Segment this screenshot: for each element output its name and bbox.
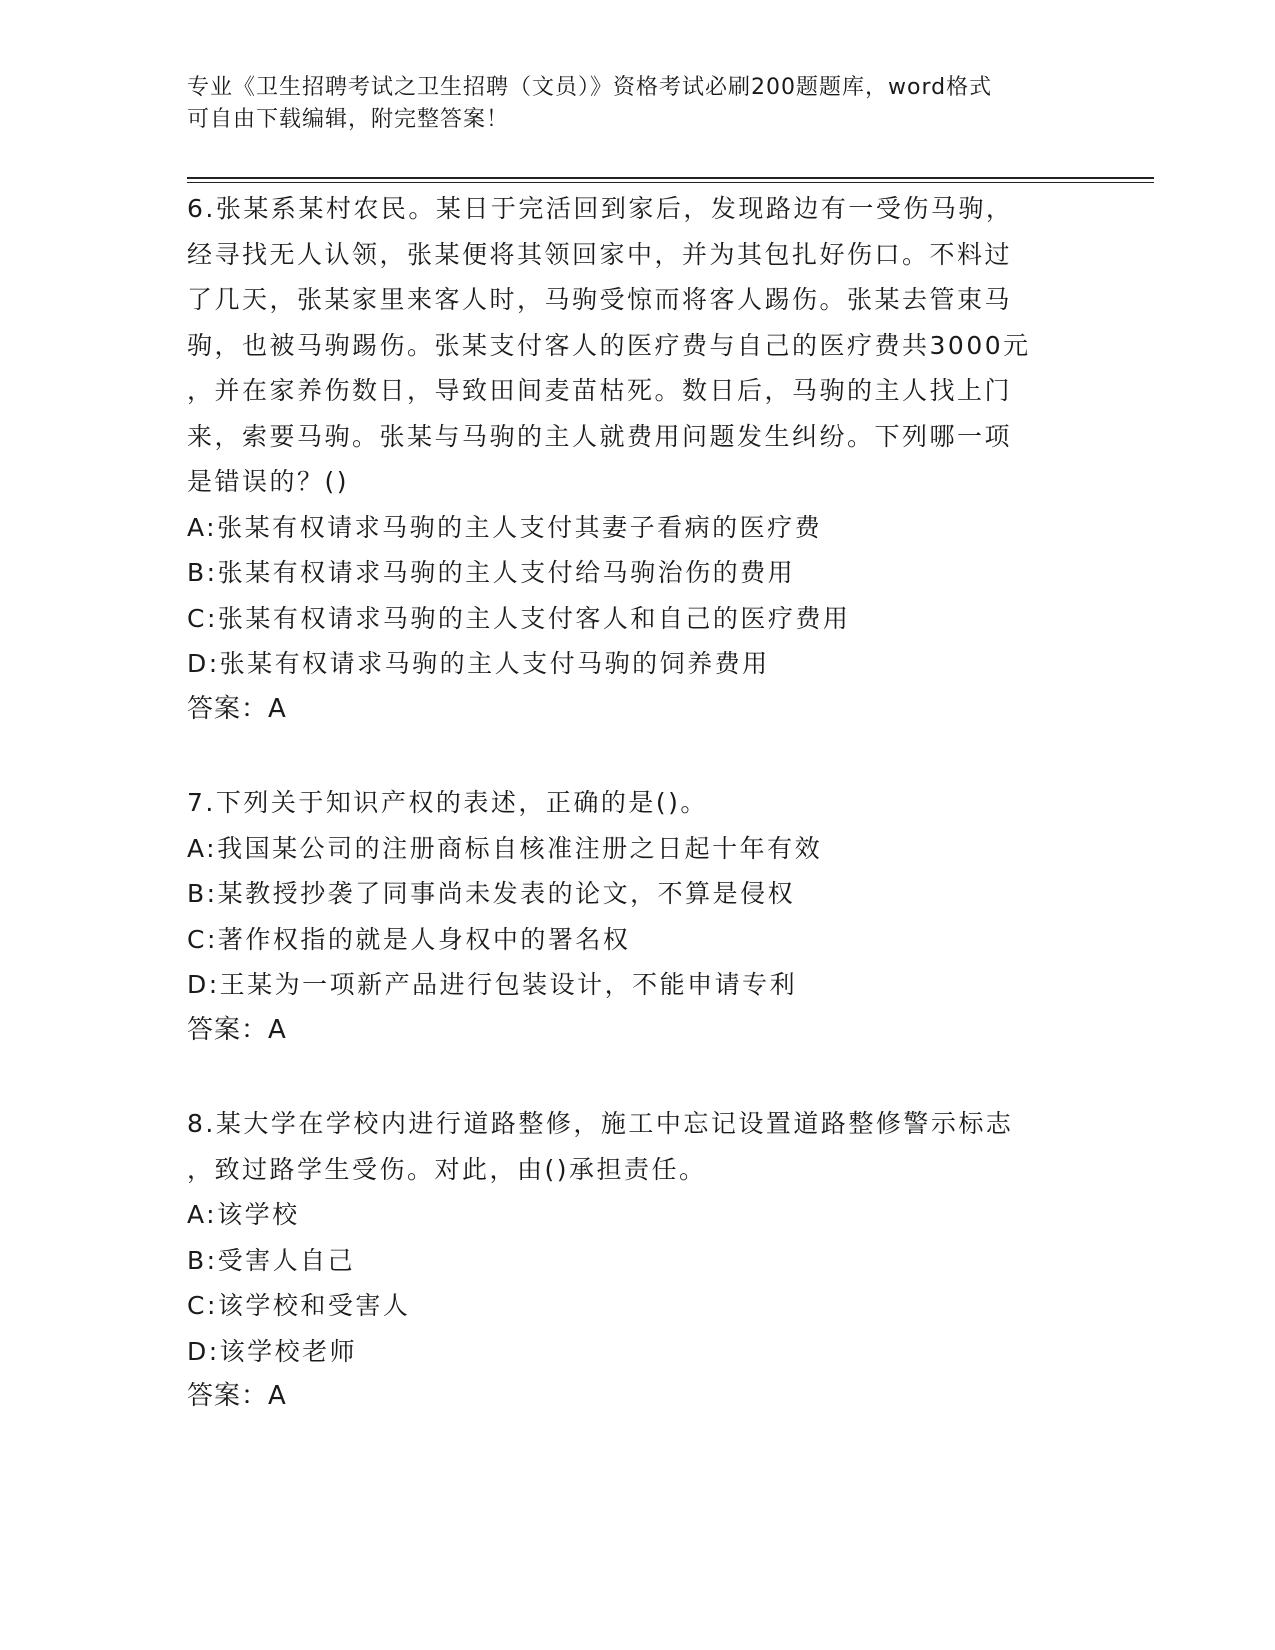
- question-stem-line: 6.张某系某村农民。某日于完活回到家后，发现路边有一受伤马驹，: [187, 194, 1014, 223]
- header-line: 专业《卫生招聘考试之卫生招聘（文员）》资格考试必刷200题题库，word格式: [187, 75, 993, 100]
- question-7: [187, 780, 1087, 1053]
- question-stem-line: 7.下列关于知识产权的表述，正确的是()。: [187, 788, 708, 817]
- question-stem-line: 了几天，张某家里来客人时，马驹受惊而将客人踢伤。张某去管束马: [187, 285, 1013, 314]
- question-stem-line: 经寻找无人认领，张某便将其领回家中，并为其包扎好伤口。不料过: [187, 239, 1013, 269]
- option-d: D:张某有权请求马驹的主人支付马驹的饲养费用: [187, 649, 770, 678]
- option-d: D:该学校老师: [187, 1336, 358, 1366]
- question-8: [187, 1101, 1087, 1420]
- question-stem-line: 是错误的？(): [187, 467, 350, 496]
- question-6: [187, 186, 1087, 732]
- option-c: C:著作权指的就是人身权中的署名权: [187, 924, 631, 954]
- question-stem-line: ，致过路学生受伤。对此，由()承担责任。: [187, 1154, 707, 1184]
- option-b: B:受害人自己: [187, 1245, 356, 1275]
- document-header: [187, 72, 1067, 136]
- answer-line: 答案：A: [187, 1381, 287, 1411]
- header-divider: [187, 177, 1154, 183]
- option-a: A:张某有权请求马驹的主人支付其妻子看病的医疗费: [187, 512, 823, 542]
- option-a: A:我国某公司的注册商标自核准注册之日起十年有效: [187, 833, 823, 863]
- option-d: D:王某为一项新产品进行包装设计，不能申请专利: [187, 970, 798, 999]
- option-b: B:张某有权请求马驹的主人支付给马驹治伤的费用: [187, 558, 796, 587]
- question-list: [187, 186, 1087, 1468]
- option-a: A:该学校: [187, 1200, 300, 1229]
- question-stem-line: 驹，也被马驹踢伤。张某支付客人的医疗费与自己的医疗费共3000元: [187, 330, 1031, 360]
- question-stem-line: 来，索要马驹。张某与马驹的主人就费用问题发生纠纷。下列哪一项: [187, 421, 1013, 451]
- answer-line: 答案：A: [187, 1014, 287, 1045]
- option-c: C:张某有权请求马驹的主人支付客人和自己的医疗费用: [187, 603, 851, 633]
- question-stem-line: ，并在家养伤数日，导致田间麦苗枯死。数日后，马驹的主人找上门: [187, 376, 1013, 405]
- option-c: C:该学校和受害人: [187, 1291, 411, 1320]
- option-b: B:某教授抄袭了同事尚未发表的论文，不算是侵权: [187, 879, 796, 908]
- header-line: 可自由下载编辑，附完整答案！: [187, 107, 510, 132]
- answer-line: 答案：A: [187, 693, 287, 724]
- question-stem-line: 8.某大学在学校内进行道路整修，施工中忘记设置道路整修警示标志: [187, 1109, 1014, 1138]
